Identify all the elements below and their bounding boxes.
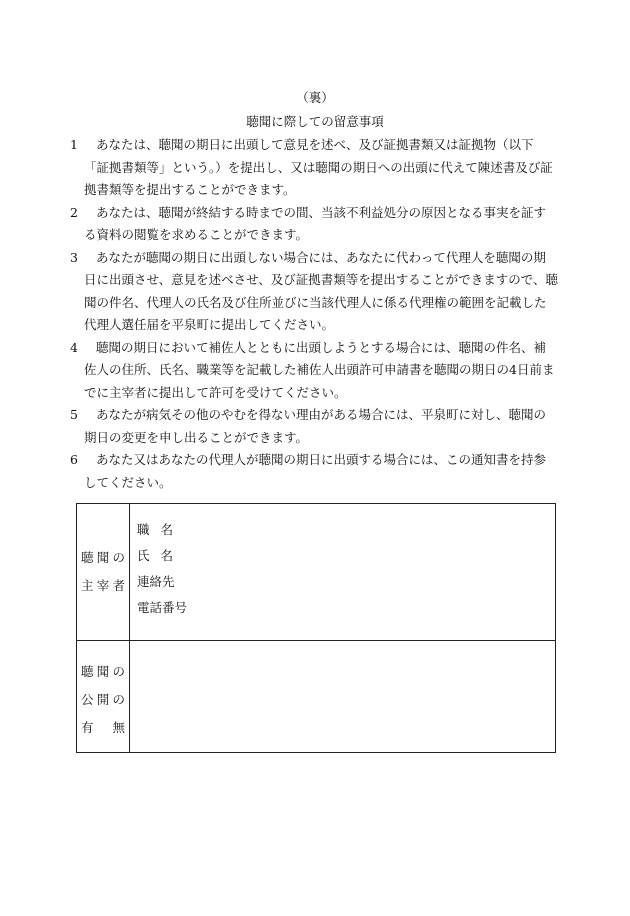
title-label: 職名 [137, 522, 173, 537]
note-number: 5 [70, 407, 78, 422]
note-number: 3 [70, 249, 78, 265]
note-text: あなたは、聴聞が終結する時までの間、当該不利益処分の原因となる事実を証する資料の閲覧を求めることができます。 [84, 204, 547, 242]
host-label-cell [77, 504, 130, 641]
note-item-6 [70, 449, 558, 494]
public-row [77, 641, 556, 753]
host-label-line-2: 主宰者 [81, 578, 125, 593]
host-row [77, 504, 556, 641]
public-label-cell [77, 641, 130, 753]
note-item-2 [70, 202, 558, 247]
note-number: 1 [70, 137, 78, 152]
note-number: 6 [70, 452, 78, 467]
note-number: 2 [70, 204, 78, 220]
public-label-line-1: 聴聞の [81, 663, 125, 679]
note-item-5 [70, 404, 558, 449]
note-text: あなたが聴聞の期日に出頭しない場合には、あなたに代わって代理人を聴聞の期日に出頭させ、意見を述べさせ、及び証拠書類等を提出することができますので、聴聞の件名、代理人の氏名及び住所並びに当該代理人に係る代理権の範囲を記載した代理人選任届を平泉町に提出してください。 [84, 249, 559, 332]
host-details-cell [130, 504, 556, 641]
name-label: 氏名 [137, 548, 173, 563]
note-item-4 [70, 337, 558, 405]
contact-label: 連絡先 [137, 574, 175, 589]
phone-label: 電話番号 [137, 600, 188, 615]
note-text: 聴聞の期日において補佐人とともに出頭しようとする場合には、聴聞の件名、補佐人の住所、氏名、職業等を記載した補佐人出頭許可申請書を聴聞の期日の4日前までに主宰者に提出して許可を受けてください。 [84, 339, 555, 400]
public-label-line-3: 有無 [81, 719, 125, 735]
note-text: あなた又はあなたの代理人が聴聞の期日に出頭する場合には、この通知書を持参してください。 [84, 452, 547, 490]
public-label-line-2: 公開の [81, 691, 125, 707]
note-item-1 [70, 134, 558, 202]
hearing-info-table [76, 503, 556, 753]
notes-list [70, 134, 558, 494]
note-text: あなたは、聴聞の期日に出頭して意見を述べ、及び証拠書類又は証拠物（以下「証拠書類等」という。）を提出し、又は聴聞の期日への出頭に代えて陳述書及び証拠書類等を提出することができます。 [84, 137, 553, 197]
document-title: 聴聞に際しての留意事項 [246, 114, 384, 129]
note-item-3 [70, 247, 558, 337]
public-value-cell [130, 641, 556, 753]
page-side-mark: （裏） [296, 90, 334, 105]
note-number: 4 [70, 339, 78, 355]
host-label-line-1: 聴聞の [81, 550, 125, 565]
note-text: あなたが病気その他のやむを得ない理由がある場合には、平泉町に対し、聴聞の期日の変更を申し出ることができます。 [84, 407, 547, 445]
